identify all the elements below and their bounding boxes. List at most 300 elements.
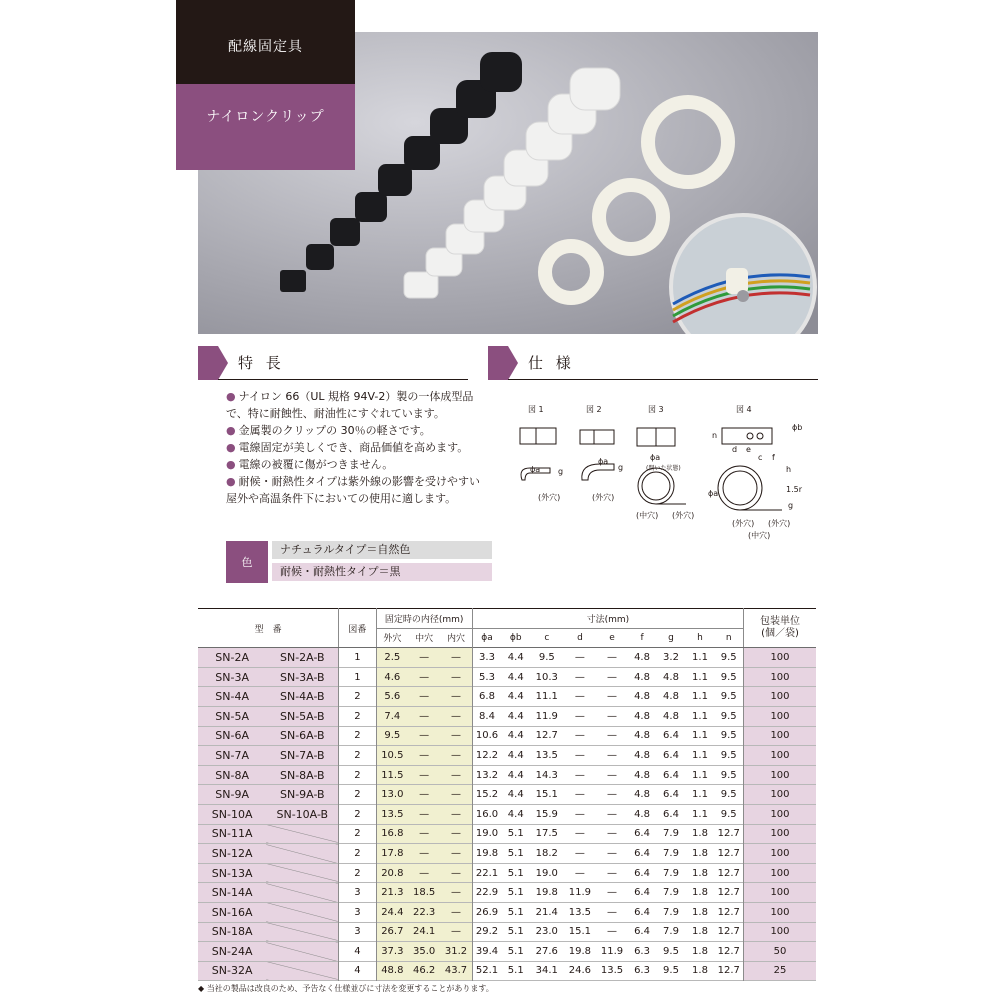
table-cell: 100 <box>743 667 816 687</box>
table-row <box>198 726 816 746</box>
table-cell: 9.5 <box>663 945 679 957</box>
table-cell: 1.8 <box>692 945 708 957</box>
table-cell: SN-13A <box>198 863 266 883</box>
heading-rule <box>508 379 818 380</box>
table-cell: 6.4 <box>663 749 679 761</box>
table-cell: 1 <box>339 648 376 668</box>
table-cell: 9.5 <box>714 765 743 785</box>
table-cell: 100 <box>743 902 816 922</box>
bullet-icon: ● <box>226 390 236 403</box>
table-cell <box>266 922 338 942</box>
table-cell: 1.8 <box>692 965 708 977</box>
table-cell <box>266 961 338 981</box>
table-cell: 1 <box>339 667 376 687</box>
table-cell: 6.4 <box>634 847 650 859</box>
feature-item: ● ナイロン 66（UL 規格 94V-2）製の一体成型品で、特に耐蝕性、耐油性にすぐれています。 <box>226 390 474 420</box>
table-row <box>198 785 816 805</box>
sub-header-cell: ϕb <box>509 632 522 643</box>
table-row <box>198 883 816 903</box>
table-cell: 5.6 <box>376 687 408 707</box>
diagram-label: h <box>786 465 792 474</box>
table-cell: 24.1 <box>408 922 440 942</box>
sub-header-cell: h <box>697 632 703 643</box>
spec-heading <box>488 346 818 380</box>
table-cell: 6.8 <box>479 691 495 703</box>
table-cell: — <box>607 926 617 938</box>
table-cell: 9.5 <box>376 726 408 746</box>
sub-header-cell: 外穴 <box>383 634 402 645</box>
table-cell: 18.5 <box>408 883 440 903</box>
table-cell: 14.3 <box>535 769 558 781</box>
table-cell: 6.4 <box>634 828 650 840</box>
diagram-label: ϕa <box>598 457 609 466</box>
table-cell: 34.1 <box>535 965 558 977</box>
diagram-label: 1.5r <box>786 485 803 494</box>
table-cell: 12.7 <box>714 902 743 922</box>
diagram-label: (中穴) <box>748 531 771 540</box>
table-cell: 10.6 <box>475 730 499 742</box>
table-cell: 4.4 <box>507 671 524 683</box>
table-cell: 6.3 <box>634 965 650 977</box>
table-cell: 13.5 <box>600 965 624 977</box>
color-black: 耐候・耐熱性タイプ＝黒 <box>272 563 492 581</box>
table-cell: 6.4 <box>663 789 679 801</box>
table-cell: — <box>408 648 440 668</box>
table-cell: — <box>574 710 585 722</box>
table-cell: 1.8 <box>692 926 708 938</box>
table-cell: 4.8 <box>663 671 679 683</box>
table-cell: 12.7 <box>714 863 743 883</box>
table-cell: 4.4 <box>507 730 524 742</box>
table-cell: SN-16A <box>198 902 266 922</box>
table-cell: 6.4 <box>634 926 650 938</box>
diagram-label: f <box>772 453 775 462</box>
header-dims: 寸法(mm) <box>472 609 743 629</box>
sub-header-cell: 内穴 <box>440 628 472 648</box>
table-cell: 4.8 <box>663 710 679 722</box>
table-cell: — <box>440 648 472 668</box>
table-cell: 2 <box>339 804 376 824</box>
table-cell: 100 <box>743 922 816 942</box>
table-cell: 7.9 <box>663 828 679 840</box>
diagram-label: g <box>618 463 624 472</box>
bullet-icon: ● <box>226 475 236 488</box>
table-cell: — <box>408 667 440 687</box>
table-cell: — <box>607 906 617 918</box>
table-cell: 5.1 <box>507 867 524 879</box>
table-cell: 13.0 <box>376 785 408 805</box>
table-cell: 16.8 <box>376 824 408 844</box>
table-row <box>198 687 816 707</box>
table-cell: 5.1 <box>507 847 524 859</box>
table-cell <box>266 883 338 903</box>
color-label: 色 <box>226 541 268 583</box>
table-cell: 4 <box>339 942 376 962</box>
table-cell: — <box>607 789 617 801</box>
diagram-label: g <box>788 501 794 510</box>
fig2-label: 図 2 <box>586 405 602 414</box>
table-cell: — <box>408 863 440 883</box>
table-cell: 22.3 <box>408 902 440 922</box>
table-cell: 100 <box>743 765 816 785</box>
table-cell: — <box>408 746 440 766</box>
table-cell: SN-32A <box>198 961 266 981</box>
table-cell: 46.2 <box>408 961 440 981</box>
table-cell: 7.9 <box>663 887 679 899</box>
table-cell: — <box>574 691 585 703</box>
table-cell: — <box>607 847 617 859</box>
table-cell: SN-4A <box>198 687 266 707</box>
table-cell: 26.9 <box>475 906 499 918</box>
table-cell: 19.8 <box>568 945 592 957</box>
features-title: 特 長 <box>238 354 285 372</box>
table-cell: 12.7 <box>714 883 743 903</box>
header-model: 型 番 <box>198 609 339 648</box>
table-cell: 18.2 <box>535 847 558 859</box>
table-cell: — <box>574 769 585 781</box>
table-cell: 12.7 <box>535 730 558 742</box>
table-cell: 1.8 <box>692 847 708 859</box>
spec-diagrams <box>500 400 818 540</box>
table-row <box>198 902 816 922</box>
table-cell: 5.1 <box>507 906 524 918</box>
table-cell: 4.8 <box>634 671 650 683</box>
table-cell: 1.8 <box>692 906 708 918</box>
feature-item: ● 電線の被覆に傷がつきません。 <box>226 458 394 471</box>
table-cell: 16.0 <box>475 808 499 820</box>
table-cell: 4.4 <box>507 749 524 761</box>
table-cell: 9.5 <box>538 651 555 663</box>
table-cell: 4.8 <box>634 691 650 703</box>
sub-header-cell: g <box>668 632 674 643</box>
table-cell: — <box>607 730 617 742</box>
table-cell: 5.1 <box>507 887 524 899</box>
header-pack-unit: (個／袋) <box>761 628 799 640</box>
table-cell: 12.7 <box>714 824 743 844</box>
footnote: ◆ 当社の製品は改良のため、予告なく仕様並びに寸法を変更することがあります。 <box>198 984 494 993</box>
diagram-label: d <box>732 445 738 454</box>
table-cell: 15.1 <box>568 926 592 938</box>
table-cell: — <box>607 691 617 703</box>
diagram-label: ϕa <box>530 465 541 474</box>
diagram-label: (中穴) <box>636 511 659 520</box>
table-cell: 5.1 <box>507 945 524 957</box>
table-cell: 12.2 <box>475 749 499 761</box>
table-cell: 9.5 <box>714 746 743 766</box>
table-cell: 25 <box>743 961 816 981</box>
table-cell: 2.5 <box>376 648 408 668</box>
header-inner: 固定時の内径(mm) <box>376 609 472 629</box>
table-row <box>198 765 816 785</box>
spec-diagram-drawing <box>500 400 818 540</box>
table-cell: 37.3 <box>376 942 408 962</box>
table-cell: 4 <box>339 961 376 981</box>
table-cell: SN-10A <box>198 804 266 824</box>
table-cell: 5.1 <box>507 828 524 840</box>
table-cell: 9.5 <box>714 726 743 746</box>
diagram-label: ϕb <box>792 423 803 432</box>
table-cell: — <box>574 749 585 761</box>
table-cell: 15.2 <box>475 789 499 801</box>
table-cell: — <box>607 769 617 781</box>
table-cell: SN-5A-B <box>266 706 338 726</box>
table-cell: — <box>607 867 617 879</box>
table-cell: 15.9 <box>535 808 558 820</box>
diagram-label: (外穴) <box>732 519 755 528</box>
table-cell: — <box>440 706 472 726</box>
table-cell: 4.8 <box>634 769 650 781</box>
table-cell: — <box>408 726 440 746</box>
table-cell: 1.1 <box>692 808 708 820</box>
sub-header-cell: ϕa <box>481 632 493 643</box>
table-cell: 10.3 <box>535 671 558 683</box>
table-row <box>198 648 816 668</box>
table-cell: — <box>574 828 585 840</box>
table-cell: SN-7A <box>198 746 266 766</box>
table-cell: 100 <box>743 746 816 766</box>
table-cell: 9.5 <box>714 804 743 824</box>
table-row <box>198 824 816 844</box>
sub-header-cell: n <box>714 628 743 648</box>
table-cell: 11.9 <box>568 887 592 899</box>
table-cell: SN-12A <box>198 844 266 864</box>
feature-item: ● 電線固定が美しくでき、商品価値を高めます。 <box>226 441 469 454</box>
table-cell: 12.7 <box>714 961 743 981</box>
sub-header-cell: f <box>640 632 644 643</box>
table-cell: 4.4 <box>507 769 524 781</box>
fig1-label: 図 1 <box>528 405 544 414</box>
table-cell: 6.4 <box>634 887 650 899</box>
table-row <box>198 844 816 864</box>
table-cell: 5.1 <box>507 926 524 938</box>
table-cell <box>266 824 338 844</box>
table-cell: — <box>574 867 585 879</box>
table-cell: — <box>408 785 440 805</box>
table-cell: 4.4 <box>507 789 524 801</box>
table-cell: SN-8A <box>198 765 266 785</box>
table-cell: 19.0 <box>475 828 499 840</box>
table-cell: — <box>574 671 585 683</box>
table-cell: — <box>607 749 617 761</box>
table-cell <box>266 863 338 883</box>
table-cell: 4.4 <box>507 808 524 820</box>
table-cell: 13.2 <box>475 769 499 781</box>
table-cell: 4.8 <box>663 691 679 703</box>
table-cell: 6.4 <box>663 808 679 820</box>
section-tab-icon <box>198 346 218 380</box>
table-cell: 52.1 <box>475 965 499 977</box>
table-cell: 2 <box>339 746 376 766</box>
table-row <box>198 863 816 883</box>
table-cell: SN-11A <box>198 824 266 844</box>
table-cell: 11.5 <box>376 765 408 785</box>
table-cell: 11.9 <box>600 945 624 957</box>
table-cell: SN-7A-B <box>266 746 338 766</box>
sub-header-cell: e <box>609 632 615 643</box>
table-cell: 1.1 <box>692 749 708 761</box>
table-row <box>198 961 816 981</box>
diagram-label: (外穴) <box>672 511 695 520</box>
table-cell: 7.4 <box>376 706 408 726</box>
table-cell: 13.5 <box>535 749 558 761</box>
table-cell: SN-9A <box>198 785 266 805</box>
table-cell: 4.8 <box>634 808 650 820</box>
table-cell: SN-2A <box>198 648 266 668</box>
diagram-label: (外穴) <box>768 519 791 528</box>
table-cell: 5.3 <box>479 671 495 683</box>
table-cell: 35.0 <box>408 942 440 962</box>
table-cell: 9.5 <box>714 706 743 726</box>
table-cell: 1.1 <box>692 789 708 801</box>
table-cell: 2 <box>339 863 376 883</box>
table-cell: 26.7 <box>376 922 408 942</box>
table-cell: SN-6A <box>198 726 266 746</box>
table-cell: 11.1 <box>535 691 558 703</box>
table-cell: SN-5A <box>198 706 266 726</box>
bullet-icon: ● <box>226 424 236 437</box>
table-cell: 100 <box>743 844 816 864</box>
product-title-box <box>176 84 355 170</box>
feature-item: ● 金属製のクリップの 30％の軽さです。 <box>226 424 431 437</box>
table-row <box>198 804 816 824</box>
table-cell: 4.8 <box>634 749 650 761</box>
table-cell: 6.4 <box>663 769 679 781</box>
table-cell: 1.1 <box>692 769 708 781</box>
table-cell: 2 <box>339 824 376 844</box>
table-cell: 24.6 <box>568 965 592 977</box>
feature-list <box>226 388 486 507</box>
table-cell: — <box>408 824 440 844</box>
table-cell: — <box>440 863 472 883</box>
table-cell: 4.4 <box>507 691 524 703</box>
table-cell: 12.7 <box>714 844 743 864</box>
table-cell: 15.1 <box>535 789 558 801</box>
fig4-label: 図 4 <box>736 405 752 414</box>
table-cell: 48.8 <box>376 961 408 981</box>
table-cell: 100 <box>743 687 816 707</box>
table-cell: — <box>440 746 472 766</box>
table-cell: 5.1 <box>507 965 524 977</box>
table-cell: 3.2 <box>663 651 679 663</box>
table-cell: 8.4 <box>479 710 495 722</box>
table-cell: 17.5 <box>535 828 558 840</box>
table-cell: 20.8 <box>376 863 408 883</box>
table-cell: 13.5 <box>376 804 408 824</box>
table-cell: 9.5 <box>714 648 743 668</box>
category-label: 配線固定具 <box>228 39 303 55</box>
table-cell: — <box>408 765 440 785</box>
table-cell: SN-24A <box>198 942 266 962</box>
table-cell: SN-9A-B <box>266 785 338 805</box>
feature-item: ● 耐候・耐熱性タイプは紫外線の影響を受けやすい屋外や高温条件下においての使用に適します。 <box>226 475 481 505</box>
header-pack-label: 包装単位 <box>759 616 800 628</box>
table-cell: — <box>574 847 585 859</box>
diagram-label: (外穴) <box>592 493 615 502</box>
table-cell: SN-6A-B <box>266 726 338 746</box>
table-cell: — <box>440 785 472 805</box>
table-cell: 4.4 <box>507 710 524 722</box>
table-cell: 50 <box>743 942 816 962</box>
table-cell: 3 <box>339 922 376 942</box>
table-cell: 23.0 <box>535 926 558 938</box>
table-cell: 2 <box>339 706 376 726</box>
table-cell: 3.3 <box>479 651 495 663</box>
table-cell: 4.8 <box>634 710 650 722</box>
table-cell: 4.8 <box>634 651 650 663</box>
spec-title: 仕 様 <box>528 354 575 372</box>
table-cell: SN-18A <box>198 922 266 942</box>
table-cell: 100 <box>743 785 816 805</box>
table-cell: — <box>440 902 472 922</box>
sub-header-cell: d <box>577 632 583 643</box>
table-cell: 1.8 <box>692 887 708 899</box>
table-cell: 31.2 <box>440 942 472 962</box>
table-cell: — <box>607 710 617 722</box>
table-cell: 1.8 <box>692 867 708 879</box>
table-cell: SN-2A-B <box>266 648 338 668</box>
table-cell: 10.5 <box>376 746 408 766</box>
table-row <box>198 667 816 687</box>
table-cell: 100 <box>743 824 816 844</box>
table-cell: — <box>408 844 440 864</box>
table-cell <box>266 902 338 922</box>
diagram-label: e <box>746 445 751 454</box>
diagram-label: (開いた状態) <box>646 465 681 472</box>
table-cell: 100 <box>743 706 816 726</box>
table-cell: 9.5 <box>714 785 743 805</box>
features-heading <box>198 346 468 380</box>
table-cell: 1.1 <box>692 691 708 703</box>
table-cell: — <box>408 804 440 824</box>
table-cell: — <box>440 687 472 707</box>
table-cell: 100 <box>743 648 816 668</box>
section-tab-icon <box>488 346 508 380</box>
fig3-label: 図 3 <box>648 405 664 414</box>
table-cell: — <box>607 828 617 840</box>
table-row <box>198 942 816 962</box>
product-title: ナイロンクリップ <box>206 109 325 125</box>
table-cell: — <box>440 883 472 903</box>
table-cell: 100 <box>743 726 816 746</box>
header-pack <box>743 609 816 648</box>
table-cell: 2 <box>339 844 376 864</box>
table-cell: — <box>440 804 472 824</box>
table-cell: — <box>440 922 472 942</box>
table-cell: 13.5 <box>568 906 592 918</box>
table-cell: — <box>440 844 472 864</box>
table-cell: 24.4 <box>376 902 408 922</box>
table-cell: 29.2 <box>475 926 499 938</box>
table-cell: 27.6 <box>535 945 558 957</box>
diagram-label: ϕa <box>650 453 661 462</box>
table-cell: — <box>607 651 617 663</box>
table-cell: SN-14A <box>198 883 266 903</box>
table-cell: — <box>574 651 585 663</box>
table-row <box>198 922 816 942</box>
table-cell: 19.8 <box>475 847 499 859</box>
table-cell: 7.9 <box>663 906 679 918</box>
table-cell: 9.5 <box>714 687 743 707</box>
table-cell: 22.1 <box>475 867 499 879</box>
table-cell: 1.1 <box>692 730 708 742</box>
table-cell: 7.9 <box>663 847 679 859</box>
table-cell: 9.5 <box>714 667 743 687</box>
table-cell: 6.4 <box>634 906 650 918</box>
table-cell: 1.8 <box>692 828 708 840</box>
spec-table-body <box>198 648 816 981</box>
sub-header-cell: c <box>544 632 550 643</box>
table-cell: — <box>408 706 440 726</box>
